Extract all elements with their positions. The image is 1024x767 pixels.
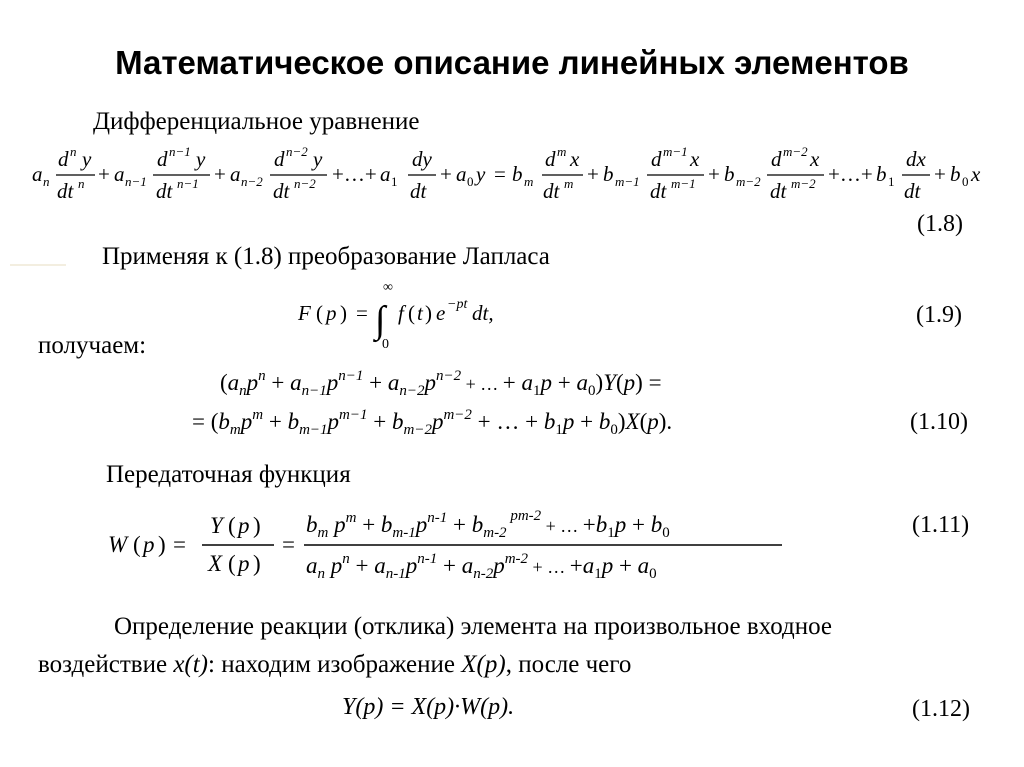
svg-text:+: + xyxy=(708,162,720,186)
eq-label-1-11: (1.11) xyxy=(912,512,970,538)
svg-text:m: m xyxy=(524,174,534,189)
svg-text:a: a xyxy=(380,162,391,186)
svg-text:n: n xyxy=(78,176,85,191)
svg-text:p: p xyxy=(143,532,155,557)
svg-text:dt: dt xyxy=(770,179,787,203)
svg-text:1: 1 xyxy=(888,174,895,189)
svg-text:n: n xyxy=(43,174,50,189)
svg-text:p: p xyxy=(238,551,250,576)
svg-text:y: y xyxy=(196,147,206,171)
svg-text:m: m xyxy=(564,176,574,191)
svg-text:): ) xyxy=(253,551,261,576)
svg-text:an pn + an-1pn-1 + an-2pm-2 +: $a_n$ $p^n + a_{n-1}p^{n-1} + a_{n-2}p^{m-2}$ $_{+ \dots} +a_1p + a_0$ xyxy=(306,551,657,582)
svg-text:m: m xyxy=(557,144,567,159)
svg-text:dx: dx xyxy=(906,147,926,171)
svg-text:= (bmpm + bm−1pm−1 + bm−2pm−2: = ($b_mp^m + b_{m-1}p^{m-1} + b_{m-2}p^{m-2}$ + … + $b_1p + b_0)X(p)$. xyxy=(192,407,673,438)
svg-text:b: b xyxy=(876,162,887,186)
svg-text:(anpn + an−1pn−1 + an−2pn−2 +: ($a_np^n + a_{n-1}p^{n-1} + a_{n-2}p^{n-2}$ $_{+ \dots} + a_1p + a_0)Y(p)$ = xyxy=(220,368,662,399)
eq-label-1-12: (1.12) xyxy=(912,696,970,722)
svg-text:n−1: n−1 xyxy=(169,144,191,159)
svg-text:W: W xyxy=(108,532,128,557)
eq-label-1-10: (1.10) xyxy=(910,409,968,435)
diff-eq-heading: Дифференциальное уравнение xyxy=(93,108,420,135)
formula-1-12: Y(p) = X(p)·W(p). xyxy=(342,694,515,720)
svg-text:x: x xyxy=(690,147,700,171)
eq-label-1-8: (1.8) xyxy=(917,211,963,237)
svg-text:): ) xyxy=(253,513,261,538)
svg-text:0: 0 xyxy=(467,174,474,189)
svg-text:n−2: n−2 xyxy=(241,174,263,189)
svg-text:d: d xyxy=(771,147,782,171)
eq-label-1-9: (1.9) xyxy=(916,302,962,328)
svg-text:y: y xyxy=(476,162,486,186)
svg-text:(: ( xyxy=(228,551,236,576)
svg-text:dt: dt xyxy=(273,179,290,203)
svg-text:bm pm + bm-1pn-1 + bm-2 pm-2: $b_m$ $p^m + b_{m-1}p^{n-1} + b_{m-2}$ $^{pm-2}$ $_{+ \dots} +b_1p + b_0$ xyxy=(306,508,670,541)
svg-text:1: 1 xyxy=(391,174,398,189)
svg-text:0: 0 xyxy=(962,174,969,189)
svg-text:m−1: m−1 xyxy=(671,176,696,191)
svg-text:e: e xyxy=(436,301,446,325)
svg-text:dt: dt xyxy=(410,179,427,203)
svg-text:=: = xyxy=(356,301,368,325)
svg-text:(: ( xyxy=(316,301,323,325)
svg-text:b: b xyxy=(724,162,735,186)
slide-title: Математическое описание линейных элементов xyxy=(115,44,909,81)
svg-text:n−1: n−1 xyxy=(125,174,147,189)
svg-text:d: d xyxy=(157,147,168,171)
svg-text:Y: Y xyxy=(210,513,223,538)
response-text-line2 xyxy=(38,651,631,679)
svg-text:): ) xyxy=(425,301,432,325)
svg-text:x: x xyxy=(570,147,580,171)
svg-text:+: + xyxy=(214,162,226,186)
svg-text:b: b xyxy=(512,162,523,186)
svg-text:y: y xyxy=(313,147,323,171)
svg-text:dt: dt xyxy=(57,179,74,203)
svg-text:+: + xyxy=(440,162,452,186)
response-text-part-b: : находим изображение xyxy=(208,651,462,678)
svg-text:n−1: n−1 xyxy=(177,176,199,191)
svg-text:d: d xyxy=(651,147,662,171)
svg-text:m−1: m−1 xyxy=(615,174,640,189)
svg-text:b: b xyxy=(603,162,614,186)
svg-text:+…+: +…+ xyxy=(828,162,873,186)
svg-text:m−2: m−2 xyxy=(791,176,816,191)
svg-text:b: b xyxy=(950,162,961,186)
svg-text:p: p xyxy=(326,301,337,325)
svg-text:X: X xyxy=(208,551,223,576)
svg-text:+: + xyxy=(934,162,946,186)
svg-text:+…+: +…+ xyxy=(332,162,377,186)
svg-text:+: + xyxy=(98,162,110,186)
svg-text:n: n xyxy=(70,144,77,159)
response-text-xt: x(t) xyxy=(173,651,209,678)
svg-text:dt,: dt, xyxy=(472,301,494,325)
svg-text:+: + xyxy=(587,162,599,186)
svg-text:F: F xyxy=(298,301,311,325)
svg-text:x: x xyxy=(810,147,820,171)
svg-text:dy: dy xyxy=(412,147,432,171)
svg-text:dt: dt xyxy=(543,179,560,203)
svg-text:a: a xyxy=(456,162,467,186)
svg-text:): ) xyxy=(158,532,166,557)
svg-text:dt: dt xyxy=(650,179,667,203)
svg-text:0: 0 xyxy=(382,337,389,352)
svg-text:d: d xyxy=(545,147,556,171)
svg-text:−pt: −pt xyxy=(447,297,468,312)
svg-text:d: d xyxy=(274,147,285,171)
svg-text:(: ( xyxy=(228,513,236,538)
svg-text:x: x xyxy=(971,162,981,186)
svg-text:m−2: m−2 xyxy=(736,174,761,189)
svg-text:(: ( xyxy=(408,301,415,325)
response-text-part-a: воздействие xyxy=(38,651,174,678)
svg-text:a: a xyxy=(230,162,241,186)
response-text-part-c: , после чего xyxy=(505,651,632,678)
we-get-text: получаем: xyxy=(38,332,147,359)
svg-text:m−1: m−1 xyxy=(663,144,688,159)
svg-text:m−2: m−2 xyxy=(783,144,808,159)
svg-text:t: t xyxy=(417,301,423,325)
svg-text:f: f xyxy=(398,301,404,325)
svg-text:∞: ∞ xyxy=(383,280,393,295)
svg-text:p: p xyxy=(238,513,250,538)
svg-text:=: = xyxy=(173,532,186,557)
svg-text:=: = xyxy=(494,162,506,186)
svg-text:dt: dt xyxy=(904,179,921,203)
svg-text:y: y xyxy=(82,147,92,171)
svg-text:=: = xyxy=(282,532,295,557)
response-text-Xp: X(p) xyxy=(461,651,506,678)
svg-text:dt: dt xyxy=(156,179,173,203)
svg-text:a: a xyxy=(32,162,43,186)
svg-text:n−2: n−2 xyxy=(286,144,308,159)
svg-text:(: ( xyxy=(133,532,141,557)
svg-text:a: a xyxy=(114,162,125,186)
svg-text:d: d xyxy=(58,147,69,171)
svg-text:∫: ∫ xyxy=(375,299,386,341)
svg-text:n−2: n−2 xyxy=(294,176,316,191)
svg-text:): ) xyxy=(340,301,347,325)
transfer-function-heading: Передаточная функция xyxy=(106,461,351,488)
apply-laplace-text: Применяя к (1.8) преобразование Лапласа xyxy=(102,243,550,270)
response-text-line1: Определение реакции (отклика) элемента на произвольное входное xyxy=(114,613,833,640)
